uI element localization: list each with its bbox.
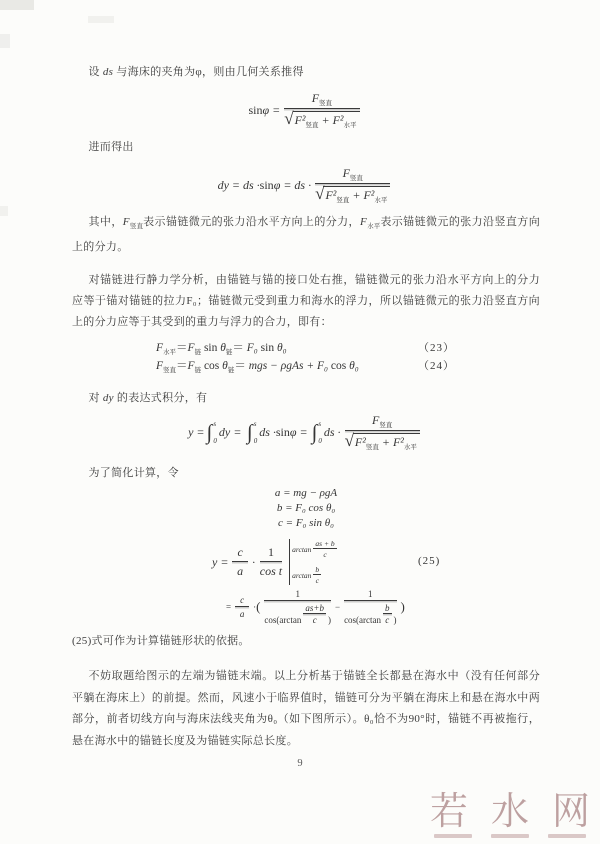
- left-paren: (: [256, 599, 261, 614]
- subscript-chain: 链: [225, 349, 233, 356]
- numerator: 1: [264, 589, 331, 601]
- text-run: 对: [88, 392, 103, 404]
- fraction-c-over-a: [235, 595, 249, 619]
- lower-limit: 0: [253, 436, 258, 445]
- square-root: [284, 111, 359, 129]
- integral: [312, 420, 322, 445]
- equation-24-math: [156, 357, 540, 374]
- F-squared: F²: [294, 113, 306, 127]
- cos-arctan: cos(arctan: [264, 615, 302, 625]
- radical-sign-icon: √: [344, 431, 354, 450]
- watermark-subtext: [426, 834, 594, 838]
- y-equals: y =: [188, 424, 205, 439]
- square-root: [315, 186, 390, 204]
- integral-sign-icon: ∫: [246, 419, 253, 444]
- subscript-horizontal: 水平: [403, 444, 417, 451]
- watermark-subtext-strip: [548, 834, 586, 838]
- fraction: [284, 91, 359, 129]
- text-run: 表示锚链微元的张力沿竖直方向上的分力。: [72, 216, 541, 253]
- phi-equals: φ =: [289, 424, 308, 439]
- denominator: [345, 431, 420, 451]
- subscript-chain: 链: [194, 349, 202, 356]
- fraction-term1: [264, 589, 331, 625]
- radical-sign-icon: √: [284, 109, 294, 128]
- minus-sign: −: [334, 602, 341, 612]
- expression-mgs: mgs − ρgAs +: [248, 360, 318, 372]
- formula-dy: [72, 166, 540, 204]
- denominator: [284, 109, 359, 129]
- denominator: cos t: [259, 564, 283, 578]
- variable-F: F: [342, 166, 350, 180]
- variable-F0: F₀: [246, 342, 258, 354]
- fraction-c-over-a: [232, 545, 247, 579]
- subscript-vertical: 竖直: [379, 422, 393, 429]
- numerator: b: [315, 565, 320, 574]
- tiny-fraction: [383, 603, 392, 625]
- dot-operator: ·: [251, 554, 256, 569]
- plus-F-squared: + F²: [378, 435, 404, 449]
- scan-artifact: [88, 16, 114, 23]
- variable-dy: dy: [102, 392, 114, 404]
- scan-artifact: [0, 206, 8, 216]
- watermark-subtext-strip: [491, 834, 529, 838]
- fraction: [315, 166, 390, 204]
- phi-equals: φ =: [262, 102, 281, 117]
- watermark: [426, 792, 594, 838]
- equation-25-line1: [212, 539, 339, 585]
- denominator: [344, 601, 396, 625]
- integral-limits: [254, 420, 258, 445]
- equals-sign: ＝: [176, 342, 188, 354]
- equation-25: [72, 537, 540, 627]
- numerator: 1: [344, 589, 396, 601]
- variable-theta0: θ₀: [276, 342, 287, 354]
- equation-number-24: （24）: [418, 360, 455, 372]
- phi-equals-ds: φ = ds ·: [273, 177, 312, 192]
- definition-a: a = mg − ρgA: [274, 487, 338, 499]
- scan-artifact: [0, 0, 34, 10]
- F-squared: F²: [325, 188, 337, 202]
- subscript-vertical: 竖直: [163, 367, 177, 374]
- numerator: [284, 91, 359, 109]
- denominator: [264, 601, 331, 625]
- numerator: b: [385, 603, 390, 613]
- variable-F: F: [187, 342, 195, 354]
- subscript-horizontal: 水平: [163, 349, 177, 356]
- vertical-bar: [289, 539, 290, 585]
- function-arctan: arctan: [292, 570, 312, 580]
- paragraph-integrate-dy: [72, 388, 540, 409]
- denominator: [315, 184, 390, 204]
- paragraph-force-components: [72, 212, 540, 258]
- numerator: c: [232, 545, 247, 562]
- integral-sign-icon: ∫: [206, 419, 213, 444]
- denominator: c: [385, 615, 390, 625]
- integral: [247, 420, 257, 445]
- variable-theta: θ: [222, 360, 228, 372]
- text-run: 表示锚链微元的张力沿水平方向上的分力，: [143, 216, 360, 228]
- variable-F: F: [156, 360, 164, 372]
- definitions-abc: [72, 486, 540, 531]
- radicand: [323, 186, 390, 204]
- evaluation-limits: [292, 539, 339, 585]
- tiny-fraction: [303, 603, 326, 625]
- upper-limit: s: [213, 419, 217, 428]
- function-sin: sin: [275, 424, 290, 439]
- watermark-char: 水: [490, 791, 529, 833]
- variable-ds: ds: [102, 66, 114, 78]
- paragraph-eq25-basis: (25)式可作为计算锚链形状的依据。: [72, 635, 250, 647]
- subscript-vertical: 竖直: [305, 122, 319, 129]
- text-run: 的表达式积分，有: [113, 392, 208, 404]
- formula-sin-phi: [72, 91, 540, 129]
- definition-b: b = F₀ cos θ₀: [276, 502, 336, 514]
- watermark-text: [426, 792, 594, 832]
- radicand: [353, 433, 420, 451]
- lower-limit: 0: [213, 436, 217, 445]
- upper-limit: s: [318, 419, 322, 428]
- dot-operator: ·: [253, 602, 257, 612]
- square-root: [345, 433, 420, 451]
- fraction: [345, 413, 420, 451]
- denominator: a: [239, 609, 245, 619]
- paragraph-simplify: 为了简化计算，令: [88, 467, 179, 479]
- radicand: [293, 111, 360, 129]
- tiny-fraction: [313, 539, 336, 559]
- integral-limits: [318, 420, 322, 445]
- subscript-vertical: 竖直: [336, 197, 350, 204]
- ds-sin: ds ·: [259, 424, 276, 439]
- fraction-one-over-cost: [260, 545, 282, 579]
- lower-limit: 0: [318, 436, 322, 445]
- variable-F0: F₀: [317, 360, 329, 372]
- F-squared: F²: [354, 435, 366, 449]
- definition-c: c = F₀ sin θ₀: [278, 517, 334, 529]
- function-cos: cos: [328, 360, 350, 372]
- variable-theta: θ: [220, 342, 226, 354]
- equation-23-math: [156, 339, 540, 356]
- subscript-vertical: 竖直: [129, 223, 144, 230]
- function-cos: cos: [201, 360, 223, 372]
- equation-25-line2: [226, 589, 405, 625]
- numerator: 1: [260, 545, 282, 562]
- paragraph-chain-seabed-discussion: 不妨取题给图示的左端为锚链末端。以上分析基于锚链全长都悬在海水中（没有任何部分平躺在海床上）的前提。然而，风速小于临界值时，锚链可分为平躺在海床上和悬在海水中两部分，前者切线方向与海床法线夹角为θ₀（如下图所示）。θ₀恰不为90°时，锚链不再被拖行，悬在海水中的锚链长度及为锚链实际总长度。: [72, 670, 540, 747]
- equals-sign: ＝: [176, 360, 188, 372]
- cos-arctan: cos(arctan: [344, 615, 382, 625]
- numerator: c: [235, 595, 249, 607]
- variable-F: F: [122, 216, 130, 228]
- numerator: as + b: [315, 539, 335, 548]
- subscript-horizontal: 水平: [367, 223, 381, 230]
- subscript-chain: 链: [227, 367, 235, 374]
- variable-F: F: [359, 216, 367, 228]
- denominator: c: [323, 550, 327, 559]
- equals-sign: ＝: [232, 342, 247, 354]
- function-sin: sin: [257, 342, 277, 354]
- upper-limit: s: [253, 419, 257, 428]
- lower-limit: [292, 565, 339, 585]
- denominator: a: [237, 564, 244, 578]
- fraction-term2: [344, 589, 396, 625]
- variable-dy: dy: [218, 424, 231, 439]
- ds-dot: ds ·: [323, 424, 341, 439]
- subscript-chain: 链: [194, 367, 202, 374]
- plus-F-squared: + F²: [318, 113, 344, 127]
- equation-24: [72, 357, 540, 374]
- denominator: c: [315, 576, 319, 585]
- function-arctan: arctan: [292, 544, 312, 554]
- watermark-char: 网: [551, 791, 590, 833]
- denominator: c: [312, 615, 317, 625]
- scan-artifact: [0, 34, 10, 48]
- radical-sign-icon: √: [315, 184, 325, 203]
- text-run: 其中，: [88, 216, 123, 228]
- plus-F-squared: + F²: [349, 188, 375, 202]
- subscript-horizontal: 水平: [343, 122, 357, 129]
- function-sin: sin: [201, 342, 221, 354]
- equals-sign: ＝: [234, 360, 249, 372]
- watermark-subtext-strip: [434, 834, 472, 838]
- function-sin: sin: [248, 102, 263, 117]
- close-paren: ): [393, 615, 397, 625]
- tiny-fraction: [313, 565, 321, 585]
- paragraph-statics-analysis: 对锚链进行静力学分析，由锚链与锚的接口处右推，锚链微元的张力沿水平方向上的分力应等于锚对锚链的拉力F₀；锚链微元受到重力和海水的浮力，所以锚链微元的张力沿竖直方向上的分力应等于其受到的重力与浮力的合力，即有：: [72, 274, 540, 328]
- variable-F: F: [372, 413, 380, 427]
- numerator: [315, 166, 390, 184]
- text-run: 与海床的夹角为φ，则由几何关系推得: [113, 66, 304, 78]
- numerator: [345, 413, 420, 431]
- equation-25-math: [212, 537, 540, 627]
- text-run: 设: [88, 66, 103, 78]
- variable-F: F: [311, 91, 320, 105]
- integral: [207, 420, 217, 445]
- function-sin: sin: [259, 177, 274, 192]
- variable-F: F: [187, 360, 195, 372]
- page-number: 9: [297, 758, 303, 769]
- subscript-horizontal: 水平: [374, 197, 388, 204]
- subscript-vertical: 竖直: [319, 100, 333, 107]
- variable-F: F: [156, 342, 164, 354]
- paragraph-angle-definition: [72, 62, 540, 83]
- formula-y-integral: [72, 413, 540, 451]
- upper-limit: [292, 539, 339, 559]
- equation-23: [72, 339, 540, 356]
- variable-theta0: θ₀: [349, 360, 359, 372]
- subscript-vertical: 竖直: [349, 175, 363, 182]
- evaluation-bar: [289, 539, 339, 585]
- dy-equals: dy = ds ·: [217, 177, 260, 192]
- close-paren: ): [327, 615, 331, 625]
- integral-limits: [213, 420, 217, 445]
- document-body: [72, 62, 540, 760]
- watermark-char: 若: [430, 791, 469, 833]
- equals-sign: =: [234, 424, 241, 439]
- integral-sign-icon: ∫: [311, 419, 318, 444]
- right-paren: ): [400, 599, 405, 614]
- numerator: as+b: [305, 603, 324, 613]
- equation-number-25: (25): [418, 555, 441, 567]
- subscript-vertical: 竖直: [365, 444, 379, 451]
- paragraph-then-obtain: 进而得出: [88, 141, 134, 153]
- equation-number-23: （23）: [418, 342, 455, 354]
- equals-sign: =: [226, 602, 232, 612]
- y-equals: y =: [212, 554, 229, 569]
